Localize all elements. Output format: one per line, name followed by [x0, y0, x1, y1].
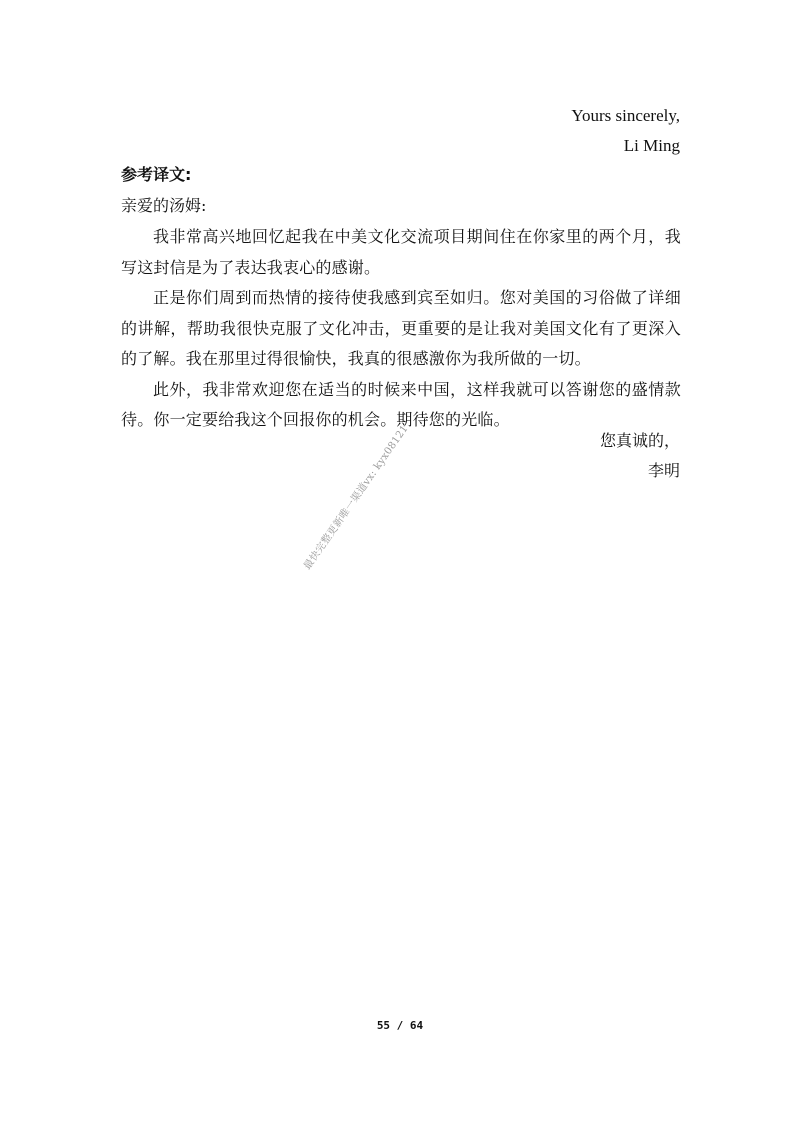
chinese-letter-body — [121, 222, 681, 436]
page-number: 55 / 64 — [376, 1019, 424, 1032]
body-paragraph-1: 我非常高兴地回忆起我在中美文化交流项目期间住在你家里的两个月，我写这封信是为了表达我衷心的感谢。 — [121, 227, 681, 277]
body-paragraph-3: 此外，我非常欢迎您在适当的时候来中国，这样我就可以答谢您的盛情款待。你一定要给我这个回报你的机会。期待您的光临。 — [121, 379, 681, 429]
watermark-text: 最快完整更新唯一渠道vx: kyx08121 — [302, 423, 411, 572]
body-paragraph-2: 正是你们周到而热情的接待使我感到宾至如归。您对美国的习俗做了详细的讲解，帮助我很快克服了文化冲击，更重要的是让我对美国文化有了更深入的了解。我在那里过得很愉快，我真的很感激你为我所做的一切。 — [121, 288, 681, 368]
chinese-signature: 李明 — [647, 461, 680, 480]
reference-translation-heading: 参考译文: — [121, 165, 192, 184]
english-closing: Yours sincerely, — [571, 106, 680, 125]
english-signature: Li Ming — [623, 136, 680, 155]
chinese-closing: 您真诚的， — [599, 431, 680, 450]
chinese-salutation: 亲爱的汤姆: — [121, 196, 207, 215]
